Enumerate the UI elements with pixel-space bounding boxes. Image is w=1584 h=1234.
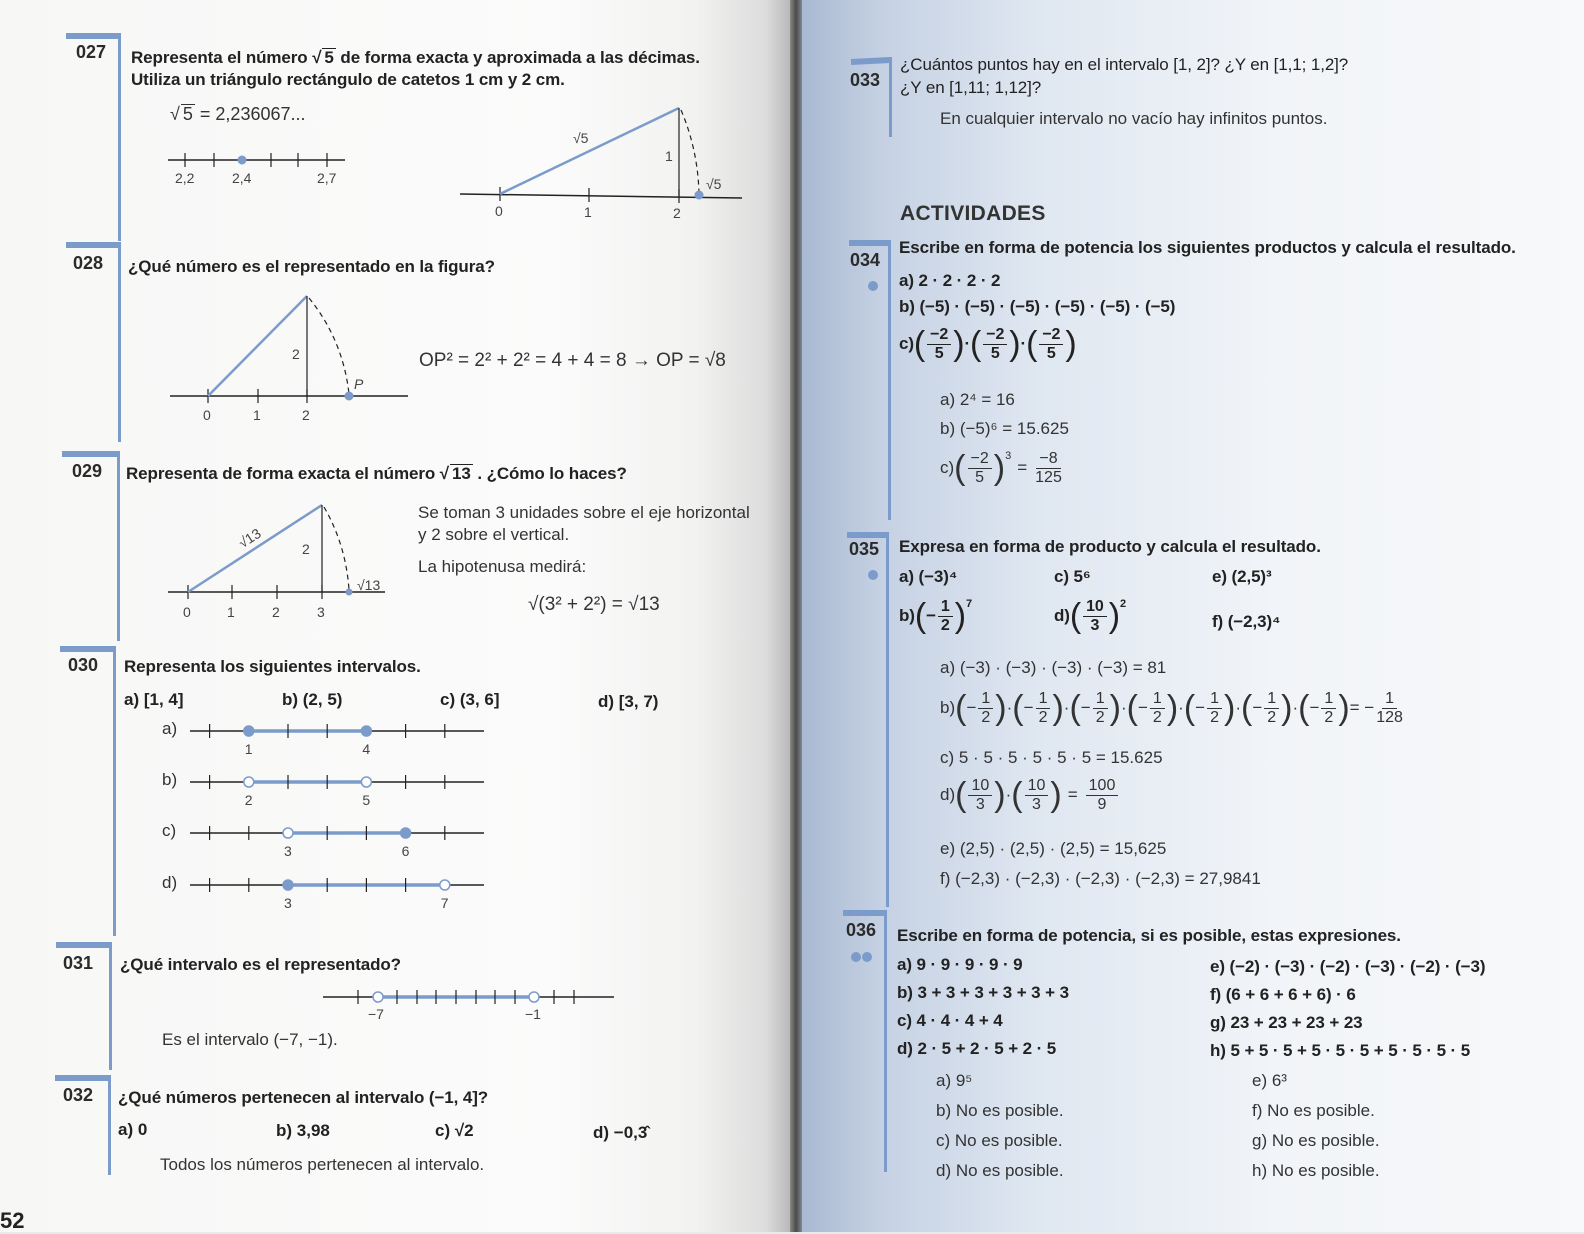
exercise-bar [884, 910, 887, 1172]
expression-item: e) (−2) · (−3) · (−2) · (−3) · (−2) · (−3) [1210, 957, 1486, 976]
exercise-bar [118, 33, 121, 241]
number-option: c) √2 [435, 1121, 474, 1140]
line-label: d) [162, 873, 178, 892]
axis-label: 3 [317, 604, 325, 620]
tick-label: 1 [244, 741, 253, 757]
question-text: ¿Qué intervalo es el representado? [120, 955, 401, 974]
item-text: a) (−3)⁴ [899, 567, 958, 586]
answer-text: Todos los números pertenecen al intervalo. [160, 1155, 485, 1174]
expression-item: d) 2 · 5 + 2 · 5 + 2 · 5 [897, 1039, 1057, 1058]
exercise-number: 034 [850, 250, 881, 270]
interval-option: b) (2, 5) [282, 690, 343, 709]
answer-text: f) No es posible. [1252, 1101, 1375, 1120]
answer-text: f) (−2,3) · (−2,3) · (−2,3) · (−2,3) = 27,9841 [940, 869, 1261, 888]
exercise-number: 027 [76, 42, 107, 62]
answer-text: a) (−3) · (−3) · (−3) · (−3) = 81 [940, 658, 1167, 677]
line-label: a) [162, 719, 178, 738]
question-text: ¿Qué número es el representado en la figura? [128, 257, 495, 276]
question-text: Representa de forma exacta el número √ 13 . ¿Cómo lo haces? [126, 464, 627, 483]
exercise-bar [55, 1075, 111, 1081]
axis-label: 2 [673, 205, 681, 221]
question-text: Representa los siguientes intervalos. [124, 657, 421, 676]
number-option: a) 0 [118, 1120, 148, 1139]
exercise-bar [66, 242, 120, 248]
exercise-bar [888, 240, 891, 520]
exercise-number: 030 [68, 655, 99, 675]
exercise-number: 036 [846, 920, 877, 940]
book-gutter [790, 0, 802, 1232]
leg-label: 1 [665, 148, 673, 164]
answer-text: c) 5 · 5 · 5 · 5 · 5 · 5 = 15.625 [940, 748, 1163, 767]
difficulty-indicator [868, 278, 878, 296]
item-text: b) (−5) · (−5) · (−5) · (−5) · (−5) · (−5) [899, 297, 1176, 316]
answer-text: b) (−5)⁶ = 15.625 [940, 419, 1069, 438]
hypotenuse-label: √5 [573, 130, 589, 146]
exercise-bar [886, 532, 889, 907]
exercise-bar [118, 242, 121, 442]
tick-label: 3 [284, 843, 292, 859]
question-text: ¿Qué números pertenecen al intervalo (−1, 4]? [118, 1088, 489, 1107]
interval-option: c) (3, 6] [440, 690, 500, 709]
exercise-bar [889, 57, 892, 137]
answer-text: e) 6³ [1252, 1071, 1287, 1090]
tick-label: 3 [284, 895, 292, 911]
expression-item: a) 9 · 9 · 9 · 9 · 9 [897, 955, 1023, 974]
tick-label: 2 [244, 792, 253, 808]
exercise-bar [843, 910, 887, 916]
exercise-bar [109, 942, 112, 1070]
exercise-bar [108, 1075, 111, 1175]
point-label: √5 [706, 176, 722, 192]
exercise-bar [849, 240, 891, 246]
item-text: d) ( $\frac{10}{3}$ ) $^2$ [1054, 597, 1126, 636]
question-text: Expresa en forma de producto y calcula el resultado. [899, 537, 1321, 556]
answer-text: d) No es posible. [936, 1161, 1064, 1180]
exercise-bar [847, 532, 889, 538]
axis-label: 0 [495, 203, 503, 219]
item-text: a) 2 · 2 · 2 · 2 [899, 271, 1001, 290]
answer-text: d) ( $\frac{10}{3}$ ) · ( $\frac{10}{3}$ ) = $\frac{100}{9}$ [940, 777, 1120, 813]
line-label: c) [162, 821, 177, 840]
answer-text: a) 9⁵ [936, 1071, 973, 1090]
exercise-bar [62, 451, 120, 457]
tick-label: 5 [362, 792, 371, 808]
formula-text: OP² = 2² + 2² = 4 + 4 = 8 → OP = √8 [419, 350, 726, 371]
axis-label: 2 [302, 407, 310, 423]
expression-item: g) 23 + 23 + 23 + 23 [1210, 1013, 1363, 1032]
number-option: b) 3,98 [276, 1121, 330, 1140]
expression-item: b) 3 + 3 + 3 + 3 + 3 + 3 [897, 983, 1069, 1002]
exercise-bar [117, 451, 120, 641]
question-text: Escribe en forma de potencia los siguientes productos y calcula el resultado. [899, 238, 1516, 257]
answer-text: c) ( $\frac{-2}{5}$ ) $^3$ = $\frac{-8}{125}$ [940, 449, 1062, 488]
hypotenuse-label: √13 [235, 524, 264, 552]
point-label: P [354, 376, 364, 392]
item-text: c) ( $\frac{-2}{5}$ ) · ( $\frac{-2}{5}$ ) · ( $\frac{-2}{5}$ ) [899, 325, 1077, 364]
tick-label: 2,7 [317, 170, 337, 186]
number-line-diagram [0, 0, 1, 1]
point-label: √13 [357, 577, 381, 593]
answer-text: √ 5 = 2,236067... [170, 104, 306, 124]
tick-label: 6 [401, 843, 410, 859]
exercise-number: 033 [850, 70, 881, 90]
axis-label: 0 [203, 407, 211, 423]
tick-label: 2,2 [175, 170, 195, 186]
question-text: Escribe en forma de potencia, si es posible, estas expresiones. [897, 926, 1401, 945]
tick-label: 4 [362, 741, 371, 757]
tick-label: 2,4 [232, 170, 252, 186]
formula-text: √(3² + 2²) = √13 [528, 594, 660, 615]
axis-label: 1 [253, 407, 261, 423]
item-text: e) (2,5)³ [1212, 567, 1272, 586]
line-label: b) [162, 770, 178, 789]
tick-label: −7 [368, 1006, 384, 1022]
answer-text: g) No es posible. [1252, 1131, 1380, 1150]
expression-item: f) (6 + 6 + 6 + 6) · 6 [1210, 985, 1356, 1004]
answer-text: En cualquier intervalo no vacío hay infinitos puntos. [940, 109, 1328, 128]
exercise-bar [56, 942, 112, 948]
item-text: b) ( − $\frac{1}{2}$ ) $^7$ [899, 597, 972, 636]
expression-item: h) 5 + 5 · 5 + 5 · 5 · 5 + 5 · 5 · 5 · 5 [1210, 1041, 1471, 1060]
axis-label: 1 [584, 204, 592, 220]
leg-label: 2 [302, 541, 310, 557]
answer-text: b) No es posible. [936, 1101, 1064, 1120]
exercise-number: 028 [73, 253, 104, 273]
exercise-bar [66, 33, 120, 39]
question-text: Representa el número √ 5 de forma exacta y aproximada a las décimas. [131, 48, 700, 67]
answer-text: c) No es posible. [936, 1131, 1063, 1150]
answer-text: a) 2⁴ = 16 [940, 390, 1015, 409]
page-number: 52 [0, 1208, 25, 1233]
question-text: ¿Y en [1,11; 1,12]? [900, 78, 1042, 97]
answer-text: e) (2,5) · (2,5) · (2,5) = 15,625 [940, 839, 1167, 858]
section-heading: ACTIVIDADES [900, 202, 1046, 225]
exercise-number: 029 [72, 461, 103, 481]
tick-label: 7 [440, 895, 449, 911]
answer-text: y 2 sobre el vertical. [418, 525, 570, 544]
tick-label: −1 [525, 1006, 541, 1022]
exercise-number: 035 [849, 539, 880, 559]
answer-text: Es el intervalo (−7, −1). [162, 1030, 338, 1049]
answer-text: b) ( − $\frac{1}{2}$ ) · ( − $\frac{1}{2}$ ) · ( − $\frac{1}{2}$ ) · ( − $\frac{1}{2}$ ) · ( − $\frac{1}{2}$ ) · ( − $\frac{1}{2}$ ) · ( − $\frac{1}{2}$ ) = − $\frac{1}{128}$ [940, 689, 1403, 728]
item-text: f) (−2,3)⁴ [1212, 612, 1281, 631]
interval-option: a) [1, 4] [124, 690, 184, 709]
difficulty-indicator [851, 949, 872, 967]
exercise-bar [60, 646, 116, 652]
answer-text: h) No es posible. [1252, 1161, 1380, 1180]
axis-label: 0 [183, 604, 191, 620]
item-text: c) 5⁶ [1054, 567, 1091, 586]
exercise-number: 031 [63, 953, 94, 973]
number-option: d) −0,3̂ [593, 1123, 648, 1142]
difficulty-indicator [868, 567, 878, 585]
exercise-bar [113, 646, 116, 936]
exercise-number: 032 [63, 1085, 94, 1105]
axis-label: 2 [272, 604, 280, 620]
leg-label: 2 [292, 346, 300, 362]
answer-text: Se toman 3 unidades sobre el eje horizontal [418, 503, 750, 522]
answer-text: La hipotenusa medirá: [418, 557, 587, 576]
axis-label: 1 [227, 604, 235, 620]
interval-option: d) [3, 7) [598, 692, 659, 711]
expression-item: c) 4 · 4 · 4 + 4 [897, 1011, 1003, 1030]
question-text: Utiliza un triángulo rectángulo de catetos 1 cm y 2 cm. [131, 70, 565, 89]
question-text: ¿Cuántos puntos hay en el intervalo [1, 2]? ¿Y en [1,1; 1,2]? [900, 55, 1349, 74]
